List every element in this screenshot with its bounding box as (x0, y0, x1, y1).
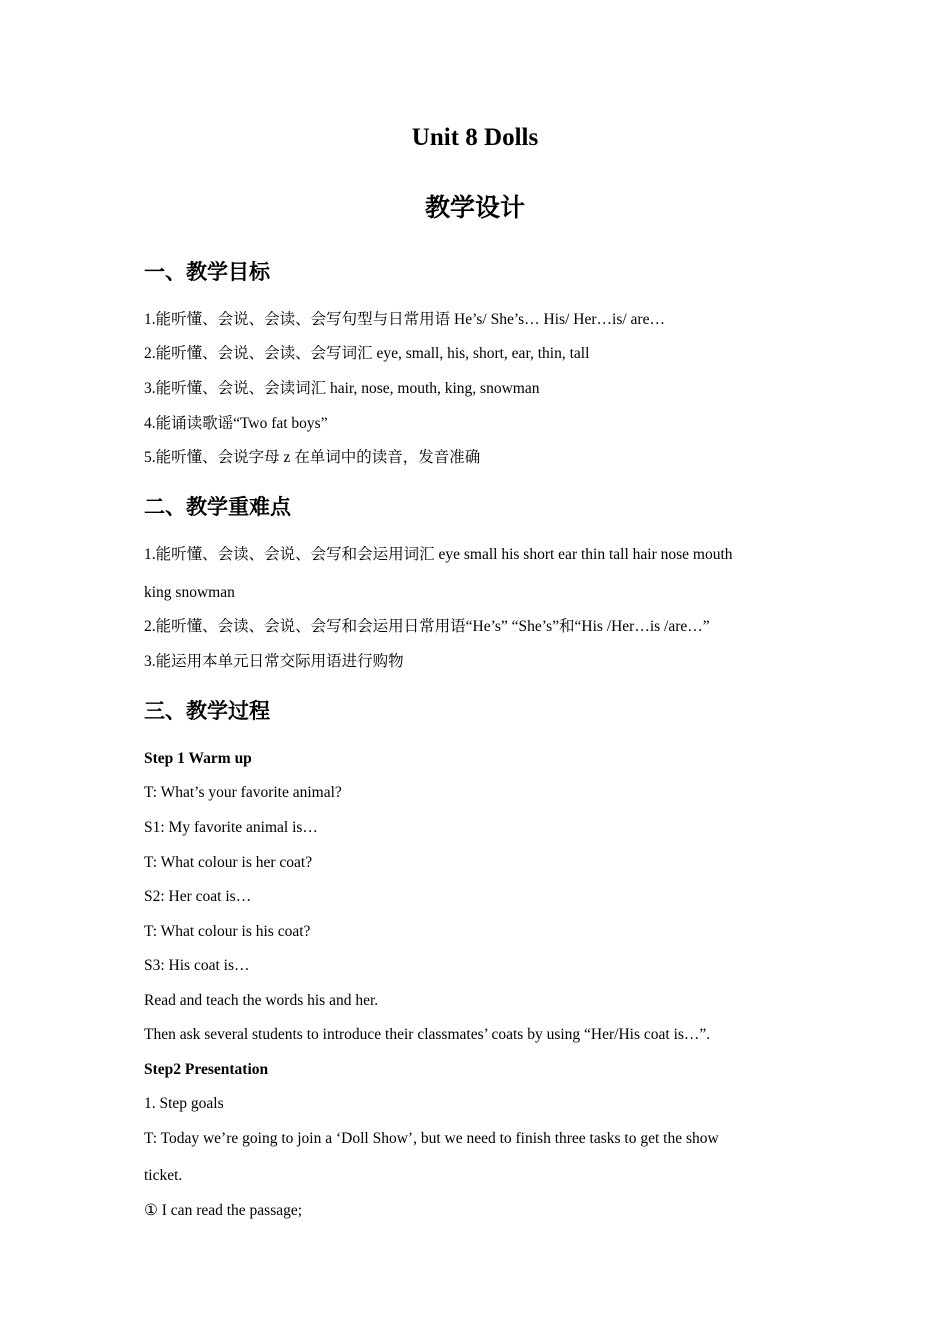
process-line: S2: Her coat is… (144, 888, 252, 905)
section-heading-goals: 一、教学目标 (144, 260, 270, 284)
key-point-line: king snowman (144, 584, 235, 601)
key-point-line: 2.能听懂、会读、会说、会写和会运用日常用语“He’s” “She’s”和“His /Her…is /are…” (144, 618, 710, 635)
goal-line: 4.能诵读歌谣“Two fat boys” (144, 415, 328, 432)
process-line: T: What’s your favorite animal? (144, 784, 342, 801)
process-line: ① I can read the passage; (144, 1202, 303, 1219)
key-point-line: 3.能运用本单元日常交际用语进行购物 (144, 653, 404, 670)
document-title: Unit 8 Dolls (411, 124, 539, 151)
goal-line: 1.能听懂、会说、会读、会写句型与日常用语 He’s/ She’s… His/ Her…is/ are… (144, 311, 665, 328)
process-line: T: What colour is his coat? (144, 923, 311, 940)
key-point-line: 1.能听懂、会读、会说、会写和会运用词汇 eye small his short ear thin tall hair nose mouth (144, 546, 733, 563)
process-line: ticket. (144, 1167, 183, 1184)
process-line: Then ask several students to introduce their classmates’ coats by using “Her/His coat is…”. (144, 1026, 711, 1043)
step-heading: Step 1 Warm up (144, 750, 252, 767)
section-heading-key-points: 二、教学重难点 (144, 495, 291, 519)
process-line: Read and teach the words his and her. (144, 992, 379, 1009)
process-line: T: Today we’re going to join a ‘Doll Show’, but we need to finish three tasks to get the show (144, 1130, 719, 1147)
section-heading-process: 三、教学过程 (144, 699, 270, 723)
goal-line: 3.能听懂、会说、会读词汇 hair, nose, mouth, king, snowman (144, 380, 540, 397)
process-line: S1: My favorite animal is… (144, 819, 318, 836)
process-line: T: What colour is her coat? (144, 854, 313, 871)
goal-line: 5.能听懂、会说字母 z 在单词中的读音，发音准确 (144, 449, 481, 466)
step-heading: Step2 Presentation (144, 1061, 269, 1078)
process-line: S3: His coat is… (144, 957, 250, 974)
process-line: 1. Step goals (144, 1095, 224, 1112)
goal-line: 2.能听懂、会说、会读、会写词汇 eye, small, his, short, ear, thin, tall (144, 345, 590, 362)
document-subtitle: 教学设计 (424, 193, 525, 222)
